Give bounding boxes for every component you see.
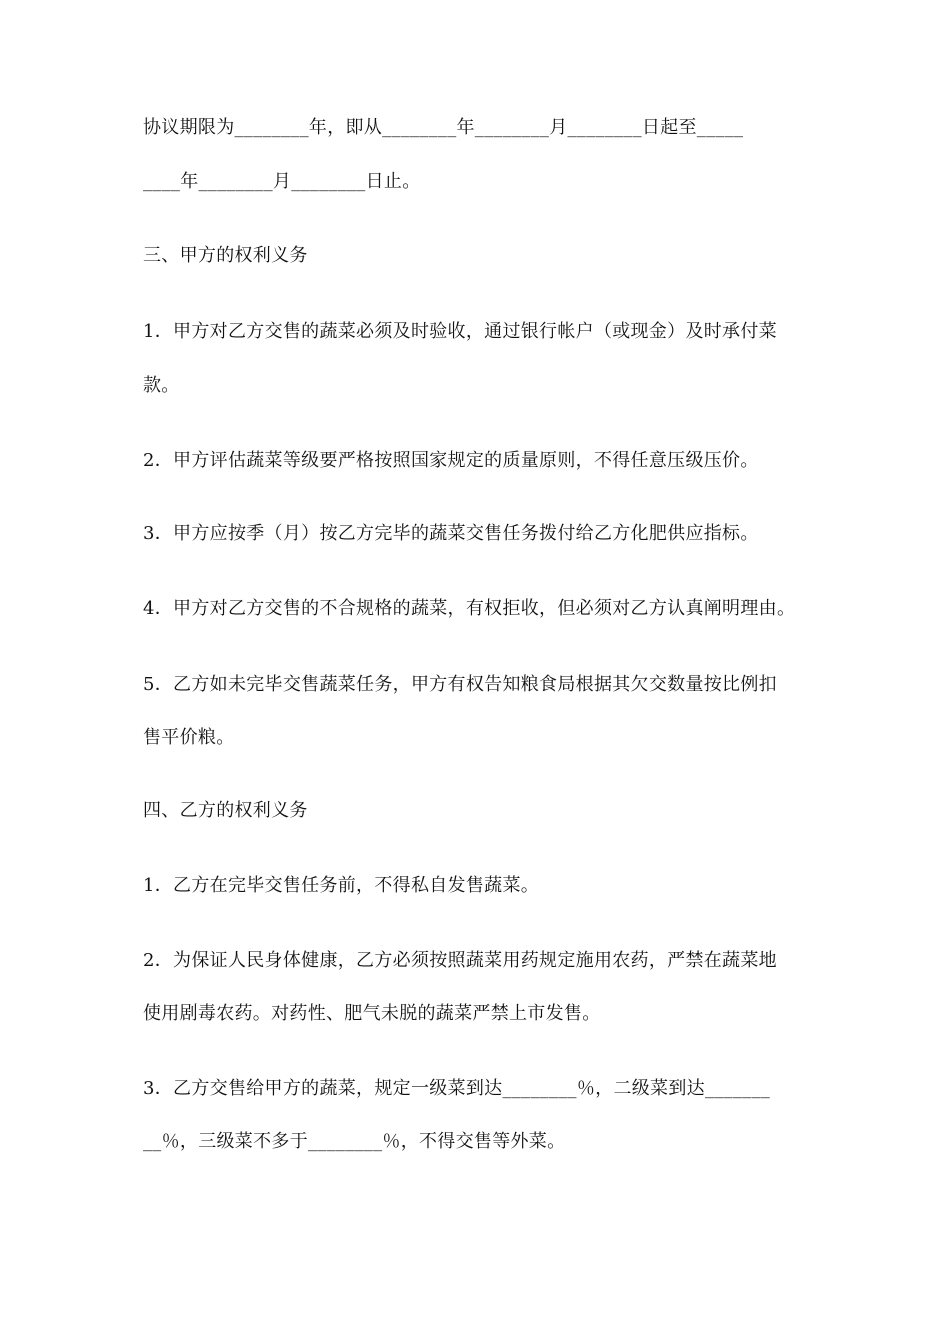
agreement-term-line-1: 协议期限为________年，即从________年________月________日起至_____ xyxy=(143,117,744,138)
party-a-clause-5-line-1: 5．乙方如未完毕交售蔬菜任务，甲方有权告知粮食局根据其欠交数量按比例扣 xyxy=(143,674,777,695)
party-b-clause-3-line-1: 3．乙方交售给甲方的蔬菜，规定一级菜到达________％，二级菜到达_______ xyxy=(143,1078,771,1099)
section-heading-party-b: 四、乙方的权利义务 xyxy=(143,800,308,821)
party-b-clause-2-line-2: 使用剧毒农药。对药性、肥气未脱的蔬菜严禁上市发售。 xyxy=(143,1003,601,1024)
party-a-clause-1-line-2: 款。 xyxy=(143,375,180,396)
party-b-clause-2-line-1: 2．为保证人民身体健康，乙方必须按照蔬菜用药规定施用农药，严禁在蔬菜地 xyxy=(143,950,777,971)
agreement-term-line-2: ____年________月________日止。 xyxy=(143,171,421,192)
party-a-clause-2: 2．甲方评估蔬菜等级要严格按照国家规定的质量原则，不得任意压级压价。 xyxy=(143,450,759,471)
party-b-clause-1: 1．乙方在完毕交售任务前，不得私自发售蔬菜。 xyxy=(143,875,540,896)
party-a-clause-3: 3．甲方应按季（月）按乙方完毕的蔬菜交售任务拨付给乙方化肥供应指标。 xyxy=(143,523,759,544)
party-a-clause-5-line-2: 售平价粮。 xyxy=(143,727,235,748)
party-a-clause-4: 4．甲方对乙方交售的不合规格的蔬菜，有权拒收，但必须对乙方认真阐明理由。 xyxy=(143,598,796,619)
section-heading-party-a: 三、甲方的权利义务 xyxy=(143,245,308,266)
party-a-clause-1-line-1: 1．甲方对乙方交售的蔬菜必须及时验收，通过银行帐户（或现金）及时承付菜 xyxy=(143,321,777,342)
party-b-clause-3-line-2: __％，三级菜不多于________％，不得交售等外菜。 xyxy=(143,1131,566,1152)
